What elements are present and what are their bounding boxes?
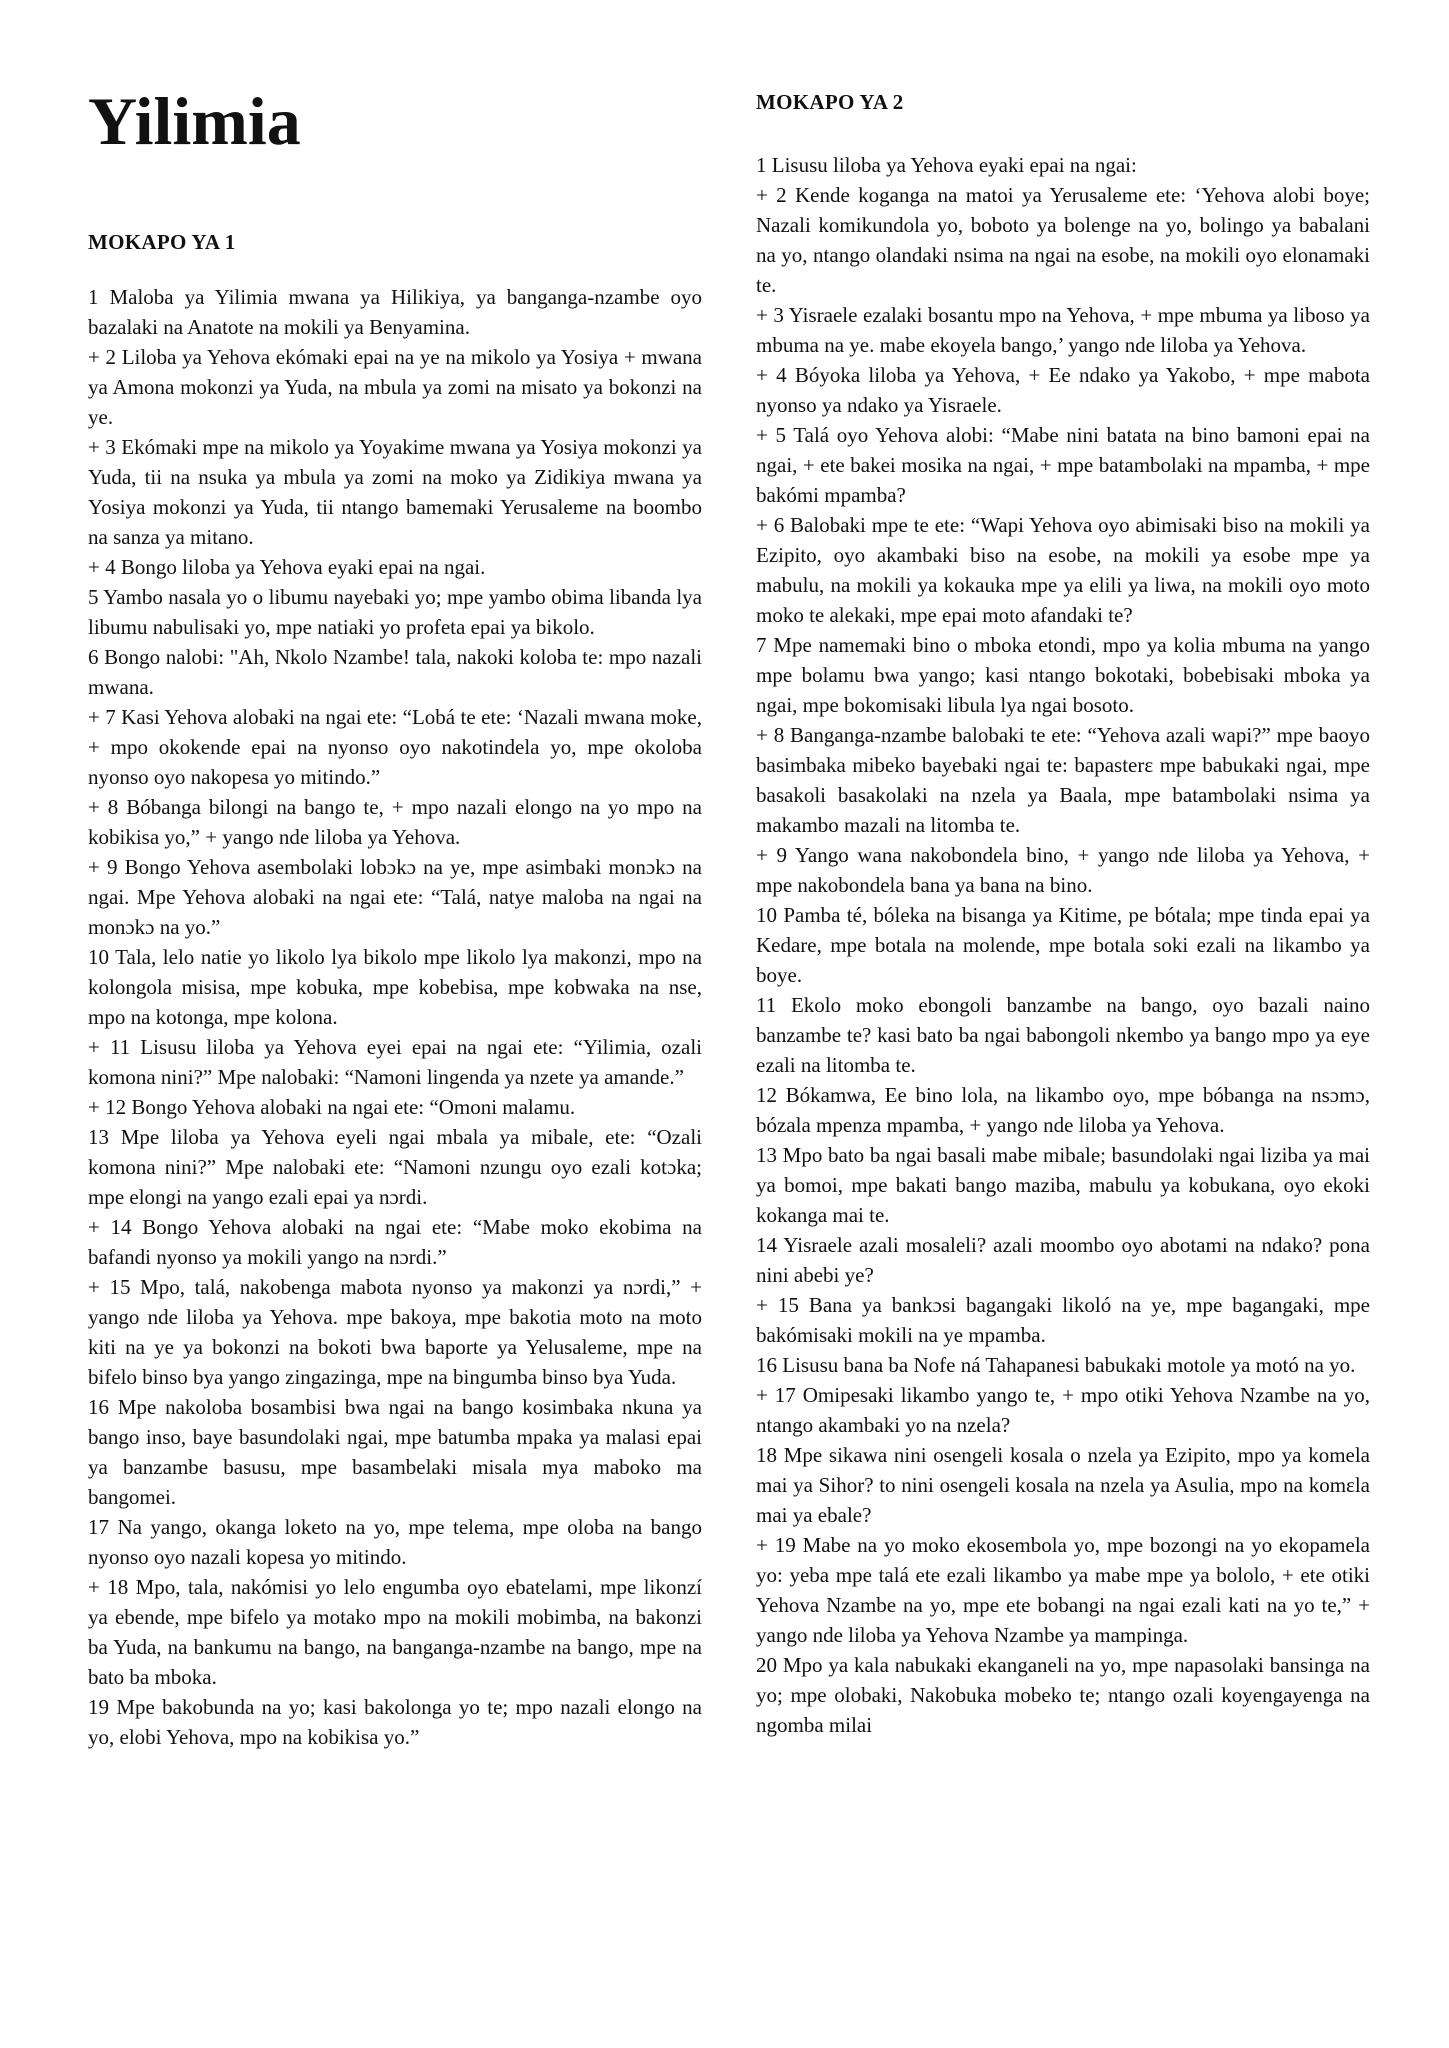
verse: 6 Bongo nalobi: "Ah, Nkolo Nzambe! tala, nakoki koloba te: mpo nazali mwana. <box>88 645 702 699</box>
verse: + 3 Ekómaki mpe na mikolo ya Yoyakime mwana ya Yosiya mokonzi ya Yuda, tii na nsuka ya mbula ya zomi na moko ya Zidikiya mwana ya Yosiya mokonzi ya Yuda, tii ntango bamemaki Yerusaleme na boombo na sanza ya mitano. <box>88 435 702 549</box>
verse: 10 Pamba té, bóleka na bisanga ya Kitime, pe bótala; mpe tinda epai ya Kedare, mpe botala na molende, mpe botala soki ezali na likambo ya boye. <box>756 903 1370 987</box>
chapter-2-verses <box>756 150 1370 1740</box>
verse: + 4 Bóyoka liloba ya Yehova, + Ee ndako ya Yakobo, + mpe mabota nyonso ya ndako ya Yisraele. <box>756 363 1370 417</box>
chapter-heading-2: MOKAPO YA 2 <box>756 90 904 114</box>
verse: 11 Ekolo moko ebongoli banzambe na bango, oyo bazali naino banzambe te? kasi bato ba ngai babongoli nkembo ya bango mpo ya eye ezali na litomba te. <box>756 993 1370 1077</box>
verse: + 15 Bana ya bankɔsi bagangaki likoló na ye, mpe bagangaki, mpe bakómisaki mokili na ye mpamba. <box>756 1293 1370 1347</box>
verse: + 4 Bongo liloba ya Yehova eyaki epai na ngai. <box>88 555 486 579</box>
verse: + 18 Mpo, tala, nakómisi yo lelo engumba oyo ebatelami, mpe likonzí ya ebende, mpe bifelo ya motako mpo na mokili mobimba, na bakonzi ba Yuda, na bankumu na bango, na banganga-nzambe na bango, mpe na bato ba mboka. <box>88 1575 702 1689</box>
verse: 13 Mpe liloba ya Yehova eyeli ngai mbala ya mibale, ete: “Ozali komona nini?” Mpe nalobaki ete: “Namoni nzungu oyo ezali kotɔka; mpe elongi na yango ezali epai ya nɔrdi. <box>88 1125 702 1209</box>
verse: + 12 Bongo Yehova alobaki na ngai ete: “Omoni malamu. <box>88 1095 576 1119</box>
verse: + 9 Bongo Yehova asembolaki lobɔkɔ na ye, mpe asimbaki monɔkɔ na ngai. Mpe Yehova alobaki na ngai ete: “Talá, natye maloba na ngai na monɔkɔ na yo.” <box>88 855 702 939</box>
verse: + 19 Mabe na yo moko ekosembola yo, mpe bozongi na yo ekopamela yo: yeba mpe talá ete ezali likambo ya mabe mpe ya bololo, + ete otiki Yehova Nzambe na yo, mpe ete bobangi na ngai ezali kati na yo te,” + yango nde liloba ya Yehova Nzambe ya mampinga. <box>756 1533 1370 1647</box>
verse: + 6 Balobaki mpe te ete: “Wapi Yehova oyo abimisaki biso na mokili ya Ezipito, oyo akambaki biso na esobe, na mokili ya esobe mpe ya mabulu, na mokili ya kokauka mpe ya elili ya liwa, na mokili oyo moto moko te alekaki, mpe epai moto afandaki te? <box>756 513 1370 627</box>
verse: 14 Yisraele azali mosaleli? azali moombo oyo abotami na ndako? pona nini abebi ye? <box>756 1233 1370 1287</box>
verse: + 14 Bongo Yehova alobaki na ngai ete: “Mabe moko ekobima na bafandi nyonso ya mokili yango na nɔrdi.” <box>88 1215 702 1269</box>
verse: + 2 Liloba ya Yehova ekómaki epai na ye na mikolo ya Yosiya + mwana ya Amona mokonzi ya Yuda, na mbula ya zomi na misato ya bokonzi na ye. <box>88 345 702 429</box>
verse: 12 Bókamwa, Ee bino lola, na likambo oyo, mpe bóbanga na nsɔmɔ, bózala mpenza mpamba, + yango nde liloba ya Yehova. <box>756 1083 1370 1137</box>
verse: + 9 Yango wana nakobondela bino, + yango nde liloba ya Yehova, + mpe nakobondela bana ya bana na bino. <box>756 843 1370 897</box>
verse: 7 Mpe namemaki bino o mboka etondi, mpo ya kolia mbuma na yango mpe bolamu bwa yango; kasi ntango bokotaki, bobebisaki mboka ya ngai, mpe bokomisaki libula lya ngai bosoto. <box>756 633 1370 717</box>
verse: 19 Mpe bakobunda na yo; kasi bakolonga yo te; mpo nazali elongo na yo, elobi Yehova, mpo na kobikisa yo.” <box>88 1695 702 1749</box>
verse: + 11 Lisusu liloba ya Yehova eyei epai na ngai ete: “Yilimia, ozali komona nini?” Mpe nalobaki: “Namoni lingenda ya nzete ya amande.” <box>88 1035 702 1089</box>
book-title: Yilimia <box>88 83 301 159</box>
verse: + 5 Talá oyo Yehova alobi: “Mabe nini batata na bino bamoni epai na ngai, + ete bakei mosika na ngai, + mpe batambolaki na mpamba, + mpe bakómi mpamba? <box>756 423 1370 507</box>
chapter-1-verses <box>88 282 702 1752</box>
verse: 1 Maloba ya Yilimia mwana ya Hilikiya, ya banganga-nzambe oyo bazalaki na Anatote na mokili ya Benyamina. <box>88 285 702 339</box>
verse: + 15 Mpo, talá, nakobenga mabota nyonso ya makonzi ya nɔrdi,” + yango nde liloba ya Yehova. mpe bakoya, mpe bakotia moto na moto kiti na ye ya bokonzi na bokoti bwa baporte ya Yelusaleme, mpe na bifelo binso bya yango zingazinga, mpe na bingumba binso bya Yuda. <box>88 1275 702 1389</box>
verse: + 7 Kasi Yehova alobaki na ngai ete: “Lobá te ete: ‘Nazali mwana moke, + mpo okokende epai na nyonso oyo nakotindela yo, mpe okoloba nyonso oyo nakopesa yo mitindo.” <box>88 705 702 789</box>
verse: 20 Mpo ya kala nabukaki ekanganeli na yo, mpe napasolaki bansinga na yo; mpe olobaki, Nakobuka mobeko te; ntango ozali koyengayenga na ngomba milai <box>756 1653 1370 1737</box>
verse: 16 Mpe nakoloba bosambisi bwa ngai na bango kosimbaka nkuna ya bango inso, baye basundolaki ngai, mpe batumba mpaka ya malasi epai ya banzambe basusu, mpe basambelaki misala mya maboko ma bangomei. <box>88 1395 702 1509</box>
verse: + 3 Yisraele ezalaki bosantu mpo na Yehova, + mpe mbuma ya liboso ya mbuma na ye. mabe ekoyela bango,’ yango nde liloba ya Yehova. <box>756 303 1370 357</box>
verse: + 8 Bóbanga bilongi na bango te, + mpo nazali elongo na yo mpo na kobikisa yo,” + yango nde liloba ya Yehova. <box>88 795 702 849</box>
verse: 18 Mpe sikawa nini osengeli kosala o nzela ya Ezipito, mpo ya komela mai ya Sihor? to nini osengeli kosala na nzela ya Asulia, mpo na komɛla mai ya ebale? <box>756 1443 1370 1527</box>
verse: + 8 Banganga-nzambe balobaki te ete: “Yehova azali wapi?” mpe baoyo basimbaka mibeko bayebaki ngai te: bapasterɛ mpe babukaki ngai, mpe basakoli basakolaki na nzela ya Baala, mpe batambolaki nsima ya makambo mazali na litomba te. <box>756 723 1370 837</box>
verse: 1 Lisusu liloba ya Yehova eyaki epai na ngai: <box>756 153 1137 177</box>
verse: 13 Mpo bato ba ngai basali mabe mibale; basundolaki ngai liziba ya mai ya bomoi, mpe bakati bango maziba, mabulu ya kobukana, oyo ekoki kokanga mai te. <box>756 1143 1370 1227</box>
verse: 10 Tala, lelo natie yo likolo lya bikolo mpe likolo lya makonzi, mpo na kolongola misisa, mpe kobuka, mpe kobebisa, mpe kobwaka na nse, mpo na kotonga, mpe kolona. <box>88 945 702 1029</box>
verse: 16 Lisusu bana ba Nofe ná Tahapanesi babukaki motole ya motó na yo. <box>756 1353 1356 1377</box>
verse: + 2 Kende koganga na matoi ya Yerusaleme ete: ‘Yehova alobi boye; Nazali komikundola yo, boboto ya bolenge na yo, bolingo ya babalani na yo, ntango olandaki nsima na ngai na esobe, na mokili oyo elonamaki te. <box>756 183 1370 297</box>
verse: 5 Yambo nasala yo o libumu nayebaki yo; mpe yambo obima libanda lya libumu nabulisaki yo, mpe natiaki yo profeta epai ya bikolo. <box>88 585 702 639</box>
chapter-heading-1: MOKAPO YA 1 <box>88 230 236 254</box>
verse: 17 Na yango, okanga loketo na yo, mpe telema, mpe oloba na bango nyonso oyo nazali kopesa yo mitindo. <box>88 1515 702 1569</box>
verse: + 17 Omipesaki likambo yango te, + mpo otiki Yehova Nzambe na yo, ntango akambaki yo na nzela? <box>756 1383 1370 1437</box>
